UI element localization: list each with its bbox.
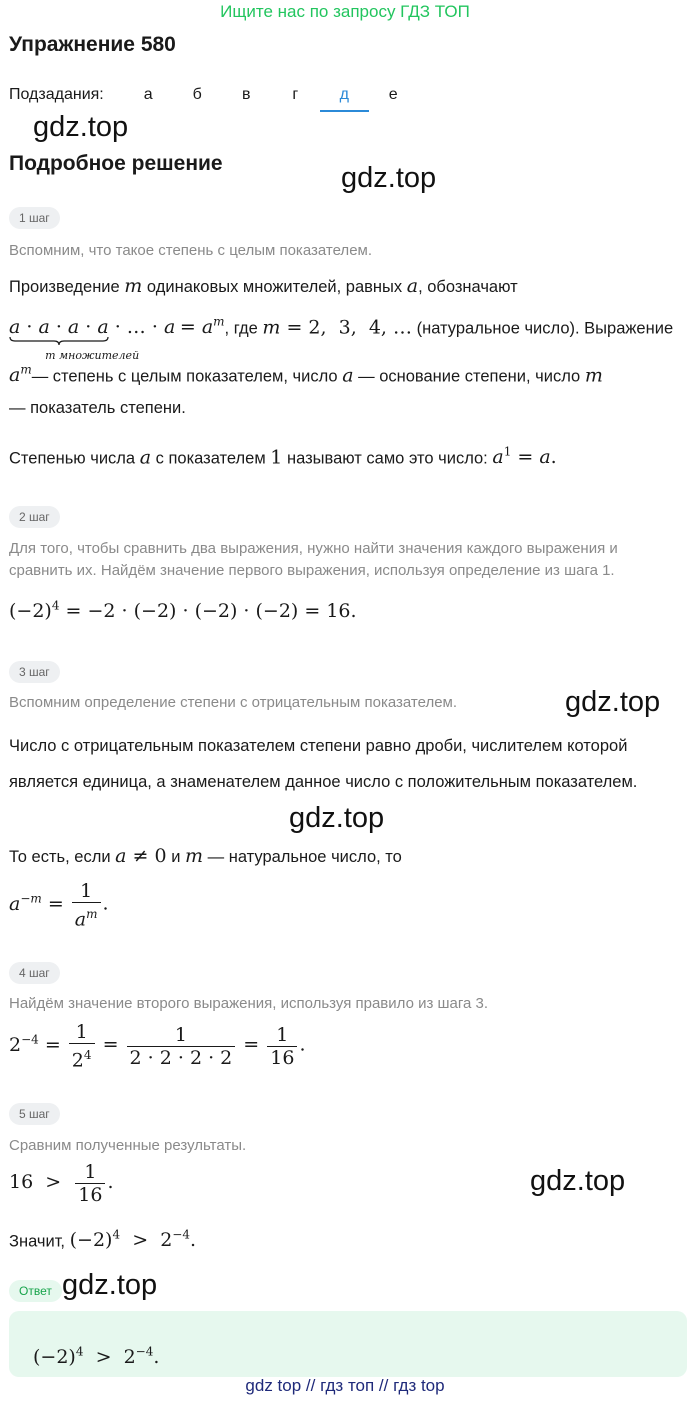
step-formula: $a^{-m}$ = $\frac{1}{a^m}$ . — [9, 880, 109, 931]
step-hint: Найдём значение второго выражения, используя правило из шага 3. — [9, 995, 489, 1012]
watermark: gdz.top — [530, 1165, 626, 1197]
step-formula: 16 > $\frac{1}{16}$ . — [9, 1161, 114, 1206]
subtask-tab-e[interactable]: е — [388, 86, 398, 103]
step-hint: Для того, чтобы сравнить два выражения, нужно найти значения каждого выражения и сравнить их. Найдём значение первого выражения, используя определение из шага 1. — [9, 540, 618, 579]
page-title: Упражнение 580 — [9, 33, 176, 56]
subtask-tab-d[interactable]: д — [320, 86, 369, 112]
watermark: gdz.top — [33, 111, 129, 143]
step-text: Произведение m одинаковых множителей, равных a, обозначают — [9, 275, 518, 297]
answer-badge: Ответ — [9, 1280, 62, 1302]
step-badge: 2 шаг — [9, 506, 60, 528]
subtask-tab-v[interactable]: в — [241, 86, 251, 103]
step-badge: 4 шаг — [9, 962, 60, 984]
step-text: $a^m—$ степень с целым показателем, число a — основание степени, число m — [9, 363, 603, 387]
step-text: Значит, $(-2)^4 > 2^{-4}$. — [9, 1228, 197, 1252]
solution-heading: Подробное решение — [9, 152, 223, 175]
step-badge: 5 шаг — [9, 1103, 60, 1125]
step-formula: $(-2)^4 = -2 \cdot (-2) \cdot (-2) \cdot (-2) = 16$. — [9, 599, 357, 623]
watermark: gdz.top — [341, 162, 437, 194]
underbrace-label: m множителей — [45, 349, 140, 363]
watermark: gdz.top — [289, 802, 385, 834]
step-text: Число с отрицательным показателем степени равно дроби, числителем которой является единица, а знаменателем данное число с положительным показателем. — [9, 737, 638, 791]
step-formula: $2^{-4}$ = $\frac{1}{2^4}$ = $\frac{1}{2 \cdot 2 \cdot 2 \cdot 2}$ = $\frac{1}{16}$ . — [9, 1021, 306, 1072]
answer-formula: $(-2)^4 > 2^{-4}$. — [33, 1345, 160, 1369]
step-badge: 1 шаг — [9, 207, 60, 229]
step-badge: 3 шаг — [9, 661, 60, 683]
step-text: Степенью числа a с показателем 1 называют само это число: $a^1 = a$. — [9, 445, 557, 469]
step-formula-line: a · a · a · a · … · a m множителей = $a^m$, где m = 2, 3, 4, … (натуральное число). Выражение — [9, 310, 685, 340]
subtask-tab-b[interactable]: б — [192, 86, 202, 103]
step-hint: Вспомним определение степени с отрицательным показателем. — [9, 694, 458, 711]
underbrace-product: a · a · a · a · … · a m множителей — [9, 315, 175, 340]
top-banner: Ищите нас по запросу ГДЗ ТОП — [220, 2, 470, 21]
step-hint: Вспомним, что такое степень с целым показателем. — [9, 242, 373, 259]
watermark: gdz.top — [62, 1269, 158, 1301]
step-text: — показатель степени. — [9, 399, 186, 417]
step-hint: Сравним полученные результаты. — [9, 1137, 247, 1154]
subtask-tab-g[interactable]: г — [292, 86, 299, 103]
step-text: То есть, если a ≠ 0 и m — натуральное число, то — [9, 845, 402, 867]
watermark: gdz.top — [565, 686, 661, 718]
footer-links[interactable]: gdz top // гдз топ // гдз top — [245, 1376, 445, 1395]
subtasks-bar — [9, 86, 418, 112]
subtasks-label: Подзадания: — [9, 86, 104, 103]
subtask-tab-a[interactable]: а — [143, 86, 153, 103]
